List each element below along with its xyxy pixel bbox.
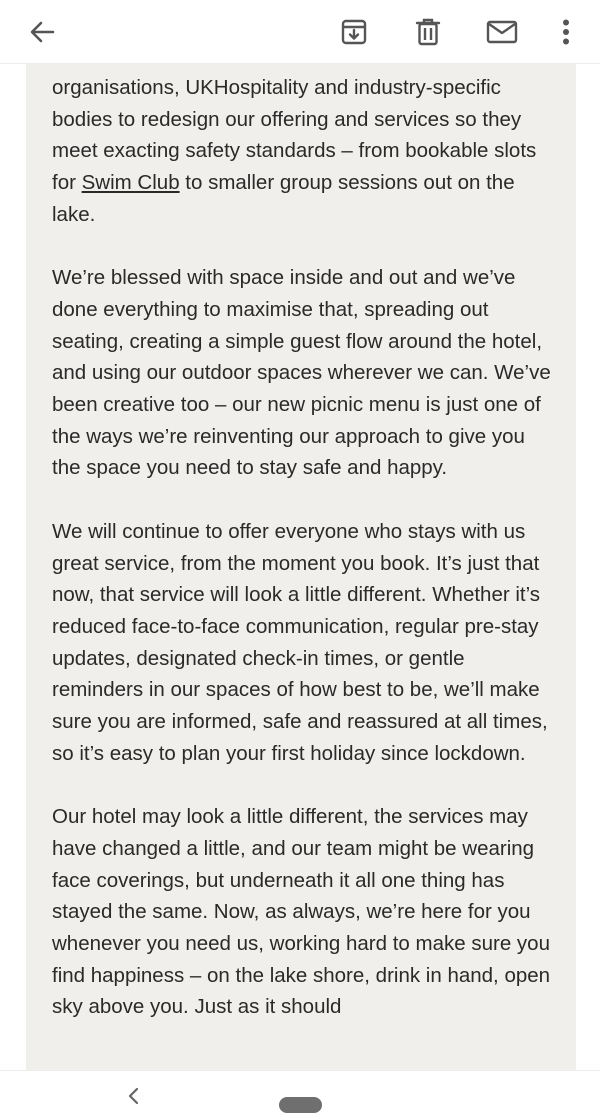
mail-icon — [486, 19, 518, 45]
email-body[interactable] — [0, 64, 600, 1070]
archive-button[interactable] — [328, 6, 380, 58]
more-vertical-icon — [562, 19, 570, 45]
delete-button[interactable] — [402, 6, 454, 58]
archive-icon — [340, 18, 368, 46]
top-toolbar — [0, 0, 600, 64]
paragraph-2: We’re blessed with space inside and out and we’ve done everything to maximise that, spreading out seating, creating a simple guest flow around the hotel, and using our outdoor spaces wherever we can. We’ve been creative too – our new picnic menu is just one of the ways we’re reinventing our approach to give you the space you need to stay safe and happy. — [52, 266, 551, 480]
paragraph-3: We will continue to offer everyone who stays with us great service, from the moment you book. It’s just that now, that service will look a little different. Whether it’s reduced face-to-face communication, regular pre-stay updates, designated check-in times, or gentle reminders in our spaces of how best to be, we’ll make sure you are informed, safe and reassured at all times, so it’s easy to plan your first holiday since lockdown. — [52, 519, 548, 765]
paragraph-1-text-end: to smaller group sessions out on the lake. — [52, 171, 515, 226]
system-nav-bar — [0, 1070, 600, 1118]
email-text — [52, 72, 552, 1055]
mark-unread-button[interactable] — [476, 6, 528, 58]
nav-back-button[interactable] — [116, 1081, 150, 1111]
nav-back-icon — [126, 1086, 140, 1106]
paragraph-4: Our hotel may look a little different, the services may have changed a little, and our team might be wearing face coverings, but underneath it all one thing has stayed the same. Now, as always, we’re here for you whenever you need us, working hard to make sure you find happiness – on the lake shore, drink in hand, open sky above you. Just as it should — [52, 805, 551, 1019]
back-button[interactable] — [16, 6, 68, 58]
paragraph-1 — [52, 72, 552, 231]
paragraph-1-text: organisations, UKHospitality and industry-specific bodies to redesign our offering and services so they meet exacting safety standards – from bookable slots for — [52, 76, 537, 195]
back-arrow-icon — [29, 20, 55, 44]
home-pill[interactable] — [279, 1097, 322, 1113]
more-options-button[interactable] — [540, 6, 592, 58]
trash-icon — [415, 17, 441, 47]
swim-club-link[interactable]: Swim Club — [81, 171, 180, 195]
